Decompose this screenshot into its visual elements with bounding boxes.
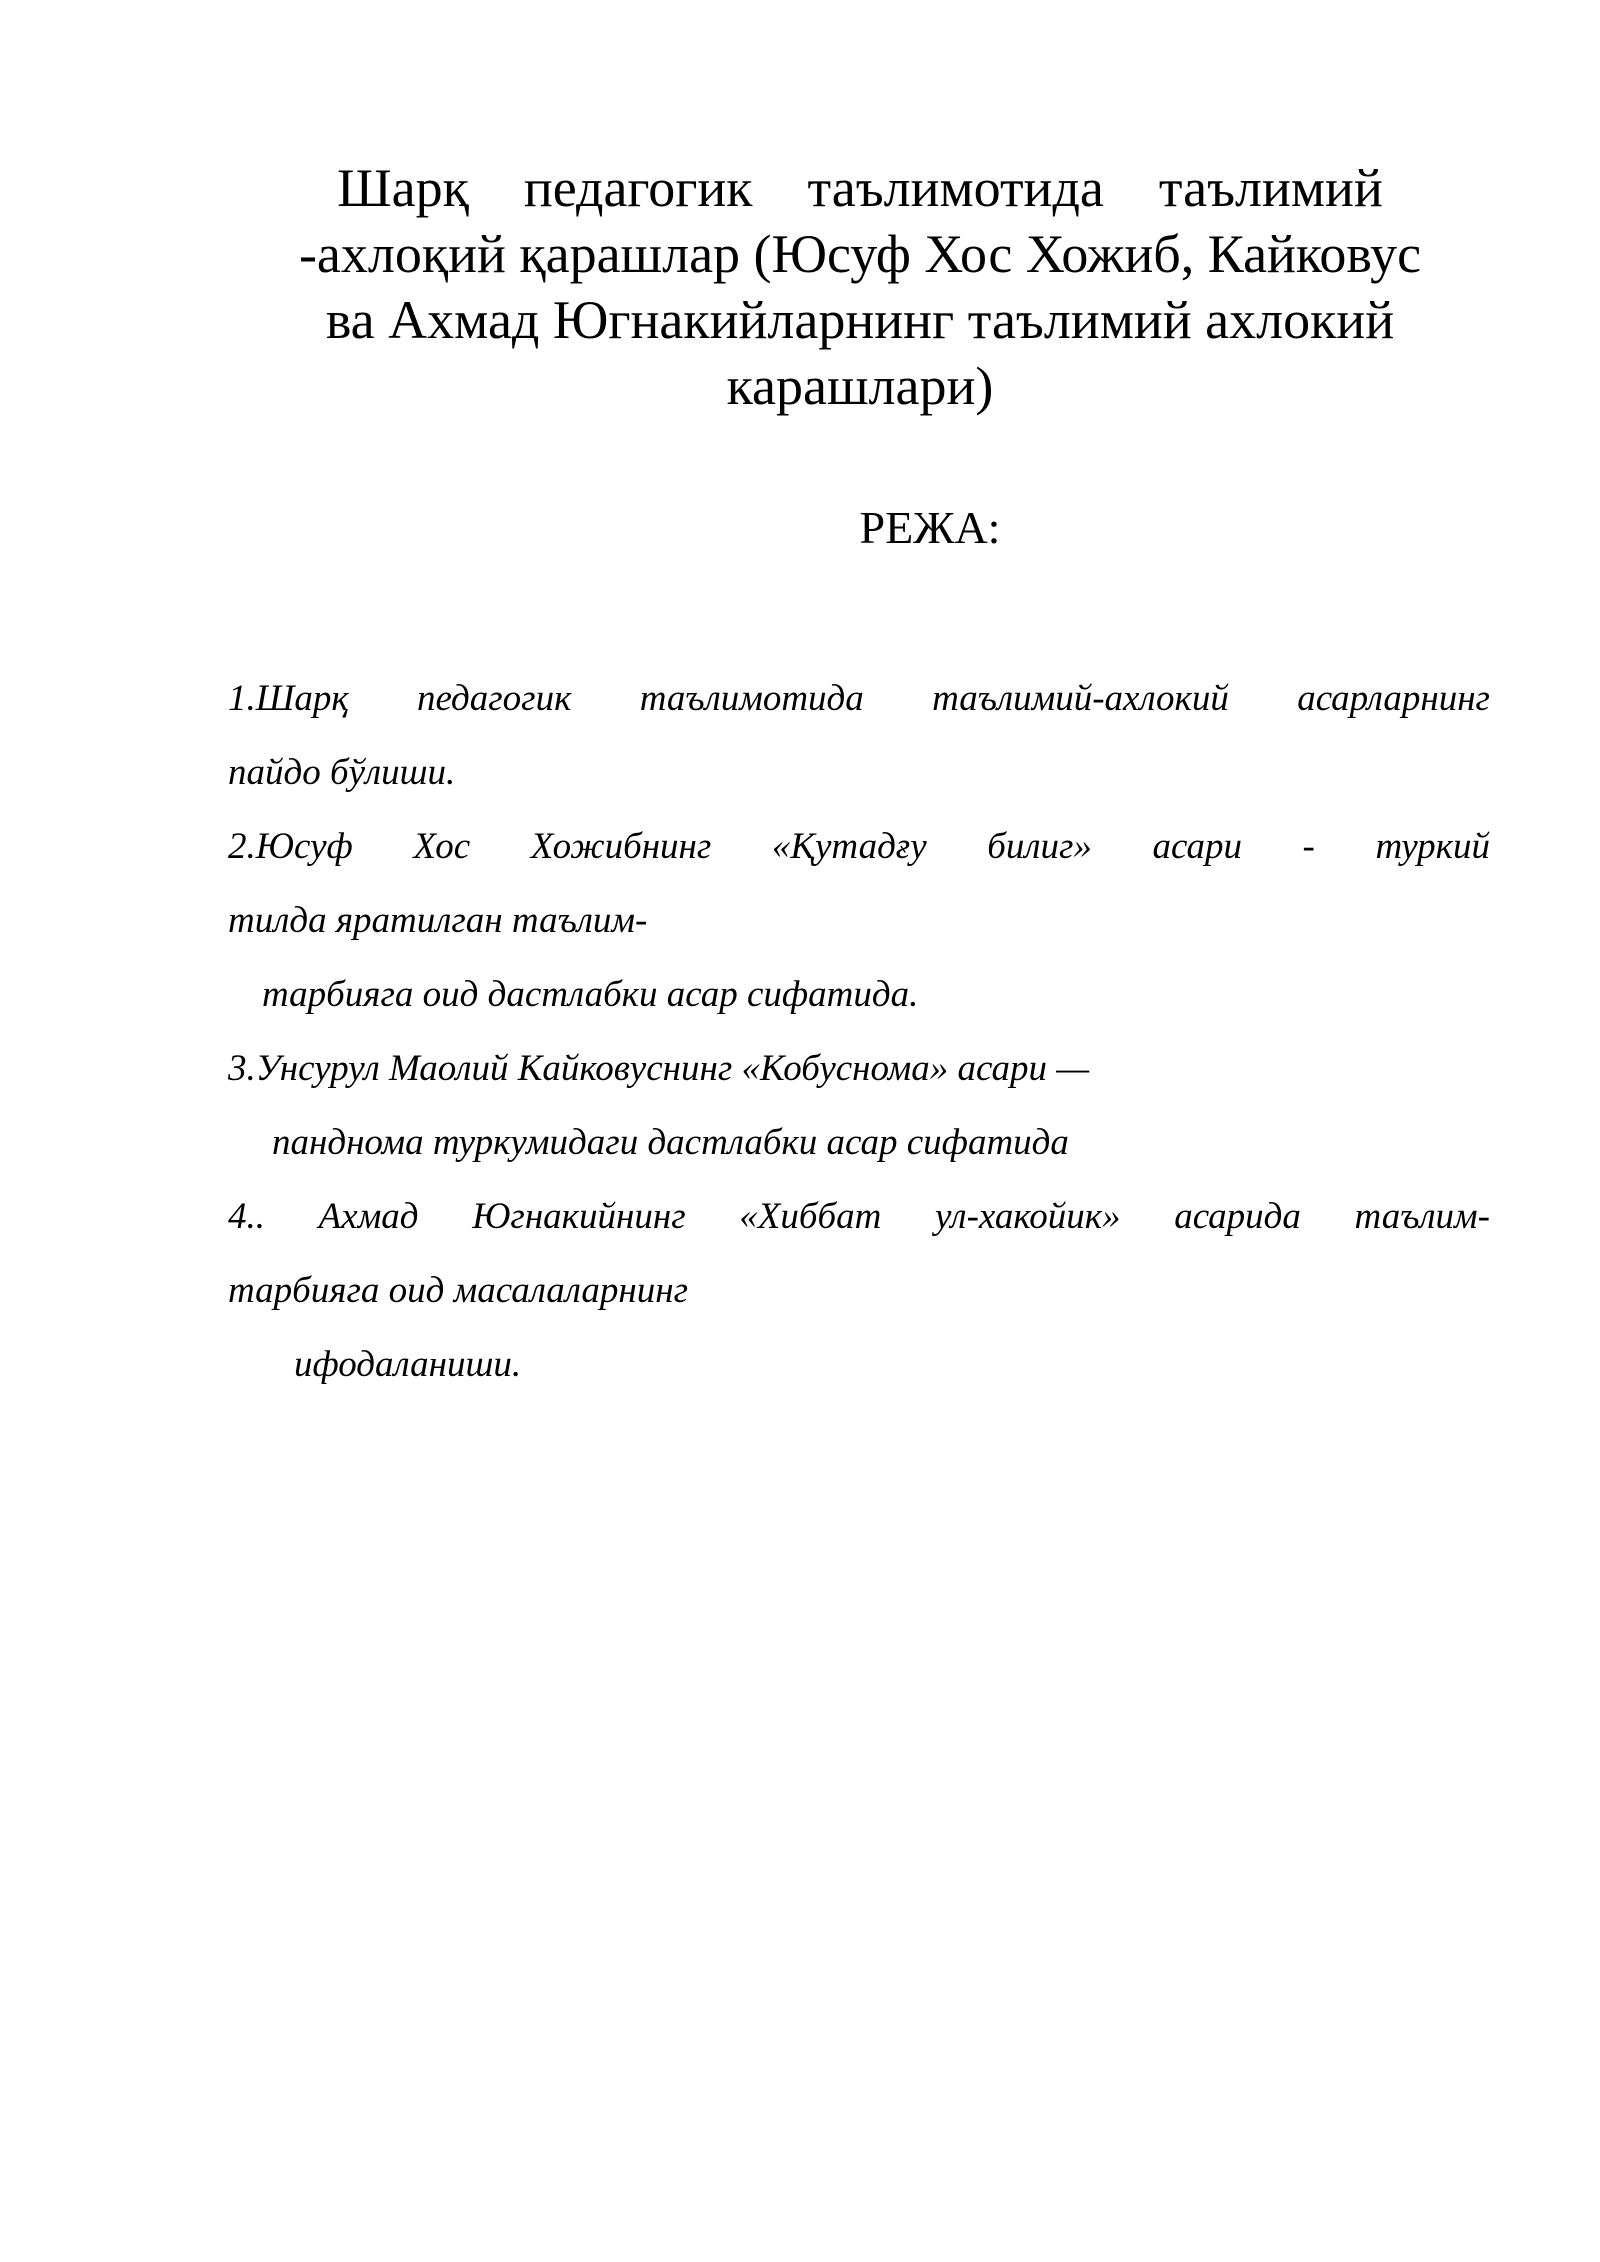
plan-heading: РЕЖА: [859,502,1001,553]
plan-item-line: 4.. Ахмад Югнакийнинг «Хиббат ул-хакойик» асарида таълим- [228,1196,1490,1237]
plan-item [228,662,1490,810]
plan-item-line: пандномa туркумидаги дастлабки асар сифатида [272,1122,1069,1163]
title-line: карашлари) [726,356,994,416]
plan-item-line: 1.Шарқ педагогик таълимотида таълимий-ахлокий асарларнинг [228,678,1490,719]
plan-item-line: тарбияга оид дастлабки асар сифатида. [262,974,919,1015]
plan-item-line: тарбияга оид масалаларнинг [228,1270,689,1311]
plan-item-line: ифодаланиши. [294,1344,522,1385]
title-line: ва Ахмад Югнакийларнинг таълимий ахлокий [325,290,1395,350]
plan-item-line: 3.Унсурул Маолий Кайковуснинг «Кобуснома» асари — [228,1048,1090,1089]
plan-list [228,662,1490,1402]
title-line: -ахлоқий қарашлар (Юсуф Хос Хожиб, Кайковус [298,224,1422,284]
plan-item-line: 2.Юсуф Хос Хожибнинг «Қутадғу билиг» асари - туркий [228,826,1490,867]
plan-item-line: пайдо бўлиши. [228,752,456,793]
document-title [225,155,1495,419]
plan-item [228,810,1490,1032]
title-line: Шарқ педагогик таълимотида таълимий [337,158,1383,218]
plan-item-line: тилда яратилган таълим- [228,900,648,941]
plan-item [228,1032,1490,1180]
plan-item [228,1180,1490,1402]
